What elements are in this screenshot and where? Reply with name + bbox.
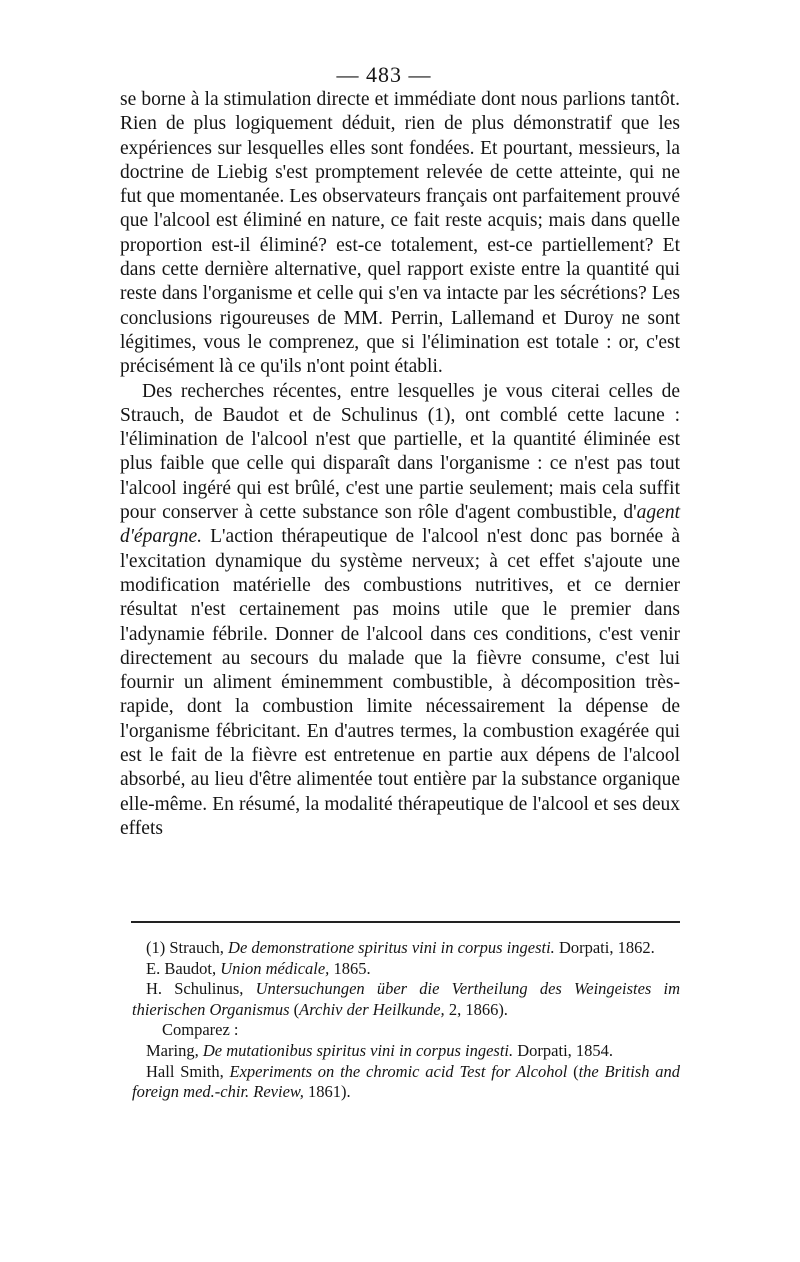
footnote-smith [132,1062,680,1103]
schulinus-journal: Archiv der Heilkunde, [299,999,445,1019]
body-text [120,88,680,841]
maring-rest: Dorpati, 1854. [513,1040,614,1060]
paragraph-2-text-b: , ont comblé cette lacune : l'élimination de l'alcool n'est que partielle, et la quantité éliminée est plus faible que celle qui disparaît dans l'organisme : ce n'est pas tout l'alcool ingéré qui est brûlé, c'est une partie seulement; mais cela suffit pour conserver à cette substance son rôle d'agent combustible, d' [120,404,681,524]
paragraph-2 [120,380,680,842]
smith-title: Experiments on the chromic acid Test for Alcohol [229,1061,568,1081]
smith-journal: the British and foreign med.-chir. Review, [132,1061,680,1102]
smith-rest: 1861). [303,1082,351,1102]
footnote-strauch [132,938,680,959]
footnote-divider [131,921,680,923]
footnote-reference: (1) [427,404,451,426]
footnote-compare-label: Comparez : [162,1020,239,1040]
schulinus-title: Untersuchungen über die Vertheilung des Weingeistes im thierischen Organismus [132,979,680,1019]
maring-title: De mutationibus spiritus vini in corpus ingesti. [202,1040,514,1060]
schulinus-mid: ( [289,999,300,1019]
footnote-baudot [132,959,680,980]
paragraph-1: se borne à la stimulation directe et immédiate dont nous parlions tantôt. Rien de plus logiquement déduit, rien de plus démonstratif que les expériences sur lesquelles elles sont fondées. Et pourtant, messieurs, la doctrine de Liebig s'est promptement relevée de cette atteinte, qui ne fut que momentanée. Les observateurs français ont parfaitement prouvé que l'alcool est éliminé en nature, ce fait reste acquis; mais dans quelle proportion est-il éliminé? est-ce totalement, est-ce partiellement? Et dans cette dernière alternative, quel rapport existe entre la quantité qui reste dans l'organisme et celle qui s'en va intacte par les sécrétions? Les conclusions rigoureuses de MM. Perrin, Lallemand et Duroy ne sont légitimes, vous le comprenez, que si l'élimination est totale : or, c'est précisément là ce qu'ils n'ont point établi. [120,89,680,378]
baudot-author: E. Baudot, [146,958,221,978]
paragraph-2-text-c: L'action thérapeutique de l'alcool n'est donc pas bornée à l'excitation dynamique du système nerveux; à cet effet s'ajoute une modification matérielle des combustions nutritives, et ce dernier résultat n'est certainement pas moins utile que le premier dans l'adynamie fébrile. Donner de l'alcool dans ces conditions, c'est venir directement au secours du malade que la fièvre consume, c'est lui fournir un aliment éminemment combustible, à décomposition très-rapide, dont la combustion limite nécessairement la dépense de l'organisme fébricitant. En d'autres termes, la combustion exagérée qui est le fait de la fièvre est entretenue en partie aux dépens de l'alcool absorbé, au lieu d'être alimentée tout entière par la substance organique elle-même. En résumé, la modalité thérapeutique de l'alcool et ses deux effets [120,526,680,839]
schulinus-author: H. Schulinus, [146,979,256,999]
page-number: — 483 — [336,62,432,87]
italic-term: agent d'épargne. [120,502,680,548]
footnote-marker: (1) [146,938,166,957]
footnote-schulinus [132,979,680,1020]
footnotes [132,938,680,1103]
maring-author: Maring, [146,1040,203,1060]
paragraph-2-text-a: Des recherches récentes, entre lesquelles je vous citerai celles de Strauch, de Baudot et de Schulinus [120,380,680,426]
strauch-rest: Dorpati, 1862. [554,938,655,957]
baudot-rest: 1865. [329,958,371,978]
smith-author: Hall Smith, [146,1061,230,1081]
strauch-title: De demonstratione spiritus vini in corpus ingesti. [228,938,555,957]
schulinus-rest: 2, 1866). [444,999,508,1019]
baudot-title: Union médicale, [220,958,330,978]
footnote-maring [132,1041,680,1062]
smith-mid: ( [567,1061,579,1081]
strauch-author: Strauch, [165,938,229,957]
